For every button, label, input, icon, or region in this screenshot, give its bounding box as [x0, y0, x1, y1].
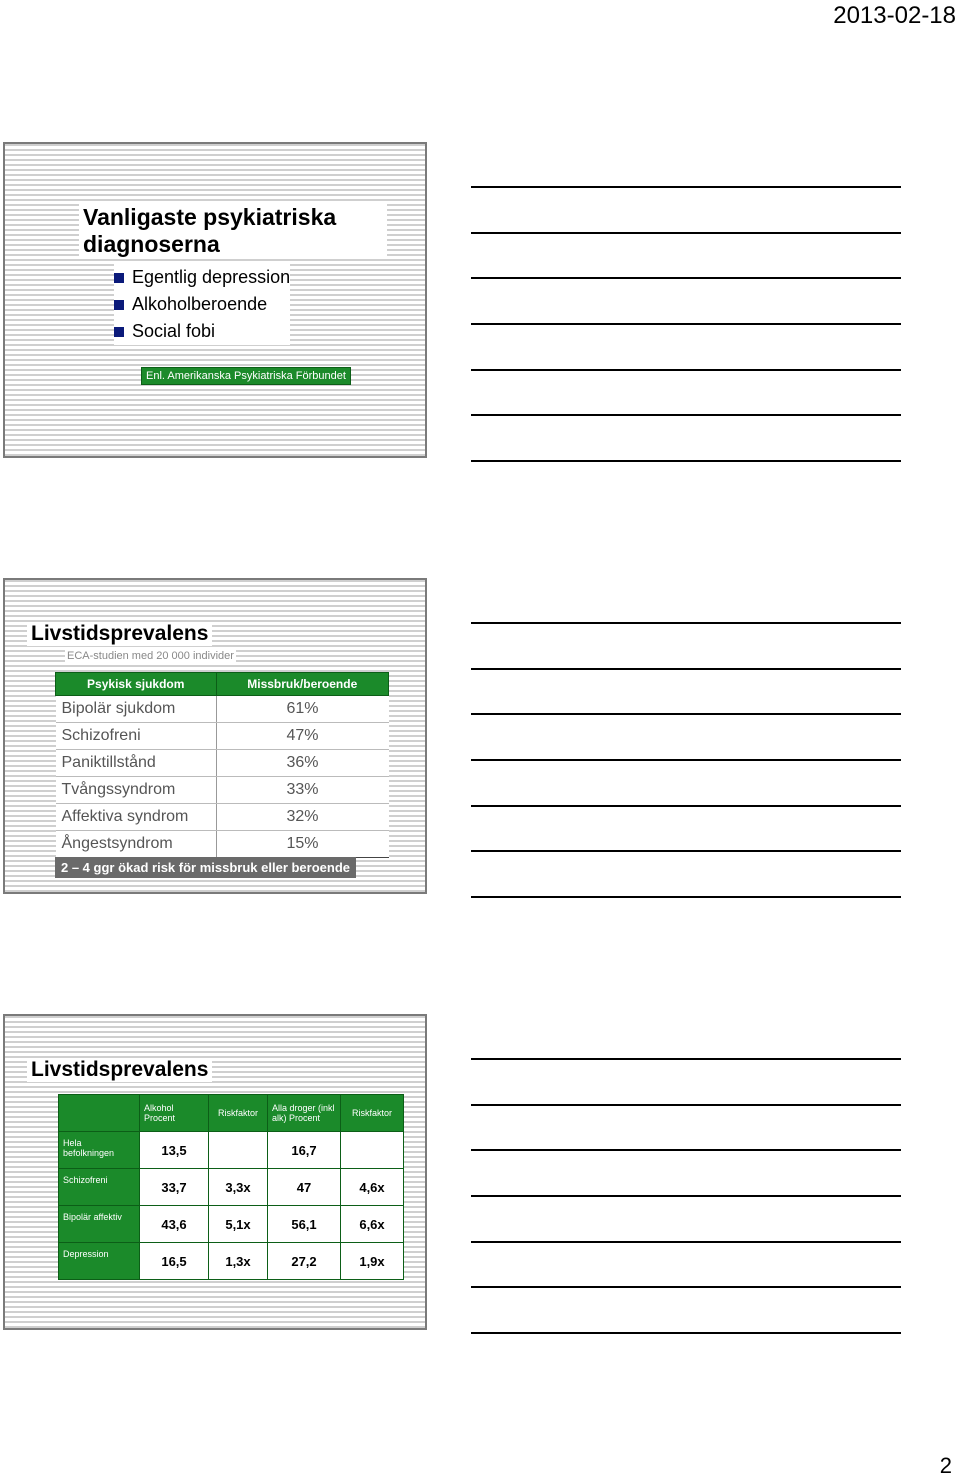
table-row [56, 777, 389, 804]
table-row [59, 1132, 404, 1169]
prevalence-value: 47% [216, 723, 389, 750]
table-cell: 5,1x [209, 1206, 268, 1243]
slide-2 [3, 578, 427, 894]
table-cell: 43,6 [140, 1206, 209, 1243]
prevalence-value: 32% [216, 804, 389, 831]
disease-name: Bipolär sjukdom [56, 696, 217, 723]
table-row [59, 1169, 404, 1206]
table-cell: 16,7 [268, 1132, 341, 1169]
table-row [59, 1206, 404, 1243]
note-line [471, 622, 901, 624]
table-cell [341, 1132, 404, 1169]
table-header-row [56, 673, 389, 696]
prevalence-value: 33% [216, 777, 389, 804]
disease-name: Schizofreni [56, 723, 217, 750]
square-bullet-icon [114, 300, 124, 310]
table-row [59, 1243, 404, 1280]
note-line [471, 1195, 901, 1197]
disease-name: Tvångssyndrom [56, 777, 217, 804]
table-row [56, 696, 389, 723]
table-row [56, 750, 389, 777]
prevalence-value: 36% [216, 750, 389, 777]
note-line [471, 232, 901, 234]
prevalence-table [55, 672, 389, 858]
note-line [471, 277, 901, 279]
column-header: Psykisk sjukdom [56, 673, 217, 696]
note-line [471, 414, 901, 416]
slide-1-title: Vanligaste psykiatriska diagnoserna [79, 204, 387, 258]
table-cell: 27,2 [268, 1243, 341, 1280]
table-row [56, 831, 389, 858]
column-header: Riskfaktor [209, 1095, 268, 1132]
table-cell: 56,1 [268, 1206, 341, 1243]
slide-1 [3, 142, 427, 458]
table-cell: 1,3x [209, 1243, 268, 1280]
risk-table [58, 1094, 404, 1280]
note-line [471, 1241, 901, 1243]
note-line [471, 1058, 901, 1060]
column-header: Alla droger (inkl alk) Procent [268, 1095, 341, 1132]
table-corner [59, 1095, 140, 1132]
column-header: Alkohol Procent [140, 1095, 209, 1132]
table-cell: 47 [268, 1169, 341, 1206]
page-number: 2 [939, 1453, 952, 1478]
square-bullet-icon [114, 273, 124, 283]
square-bullet-icon [114, 327, 124, 337]
note-line [471, 759, 901, 761]
disease-name: Paniktillstånd [56, 750, 217, 777]
row-label: Schizofreni [59, 1169, 140, 1206]
slide-2-subtitle: ECA-studien med 20 000 individer [67, 650, 234, 662]
note-line [471, 850, 901, 852]
slide-1-bullet-list [114, 264, 290, 345]
note-line [471, 1149, 901, 1151]
note-line [471, 1104, 901, 1106]
table-cell: 16,5 [140, 1243, 209, 1280]
note-line [471, 1286, 901, 1288]
disease-name: Affektiva syndrom [56, 804, 217, 831]
bullet-item [114, 318, 290, 345]
row-label: Bipolär affektiv [59, 1206, 140, 1243]
bullet-text: Alkoholberoende [132, 294, 268, 314]
column-header: Missbruk/beroende [216, 673, 389, 696]
note-line [471, 1332, 901, 1334]
note-line [471, 896, 901, 898]
table-cell: 4,6x [341, 1169, 404, 1206]
slide-3 [3, 1014, 427, 1330]
table-cell: 3,3x [209, 1169, 268, 1206]
bullet-item [114, 264, 290, 291]
prevalence-value: 15% [216, 831, 389, 858]
note-line [471, 668, 901, 670]
bullet-item [114, 291, 290, 318]
table-row [56, 723, 389, 750]
prevalence-value: 61% [216, 696, 389, 723]
table-cell: 13,5 [140, 1132, 209, 1169]
risk-footer: 2 – 4 ggr ökad risk för missbruk eller beroende [55, 857, 356, 878]
table-cell: 33,7 [140, 1169, 209, 1206]
row-label: Depression [59, 1243, 140, 1280]
note-line [471, 713, 901, 715]
row-label: Hela befolkningen [59, 1132, 140, 1169]
slide-2-title: Livstidsprevalens [27, 622, 212, 646]
source-label: Enl. Amerikanska Psykiatriska Förbundet [141, 367, 351, 385]
table-cell: 1,9x [341, 1243, 404, 1280]
table-header-row [59, 1095, 404, 1132]
note-line [471, 323, 901, 325]
note-line [471, 460, 901, 462]
note-line [471, 186, 901, 188]
table-cell [209, 1132, 268, 1169]
page-date: 2013-02-18 [833, 2, 956, 29]
bullet-text: Social fobi [132, 321, 216, 341]
disease-name: Ångestsyndrom [56, 831, 217, 858]
slide-3-title: Livstidsprevalens [27, 1058, 212, 1082]
note-line [471, 805, 901, 807]
table-row [56, 804, 389, 831]
bullet-text: Egentlig depression [132, 267, 291, 287]
note-line [471, 369, 901, 371]
table-cell: 6,6x [341, 1206, 404, 1243]
column-header: Riskfaktor [341, 1095, 404, 1132]
